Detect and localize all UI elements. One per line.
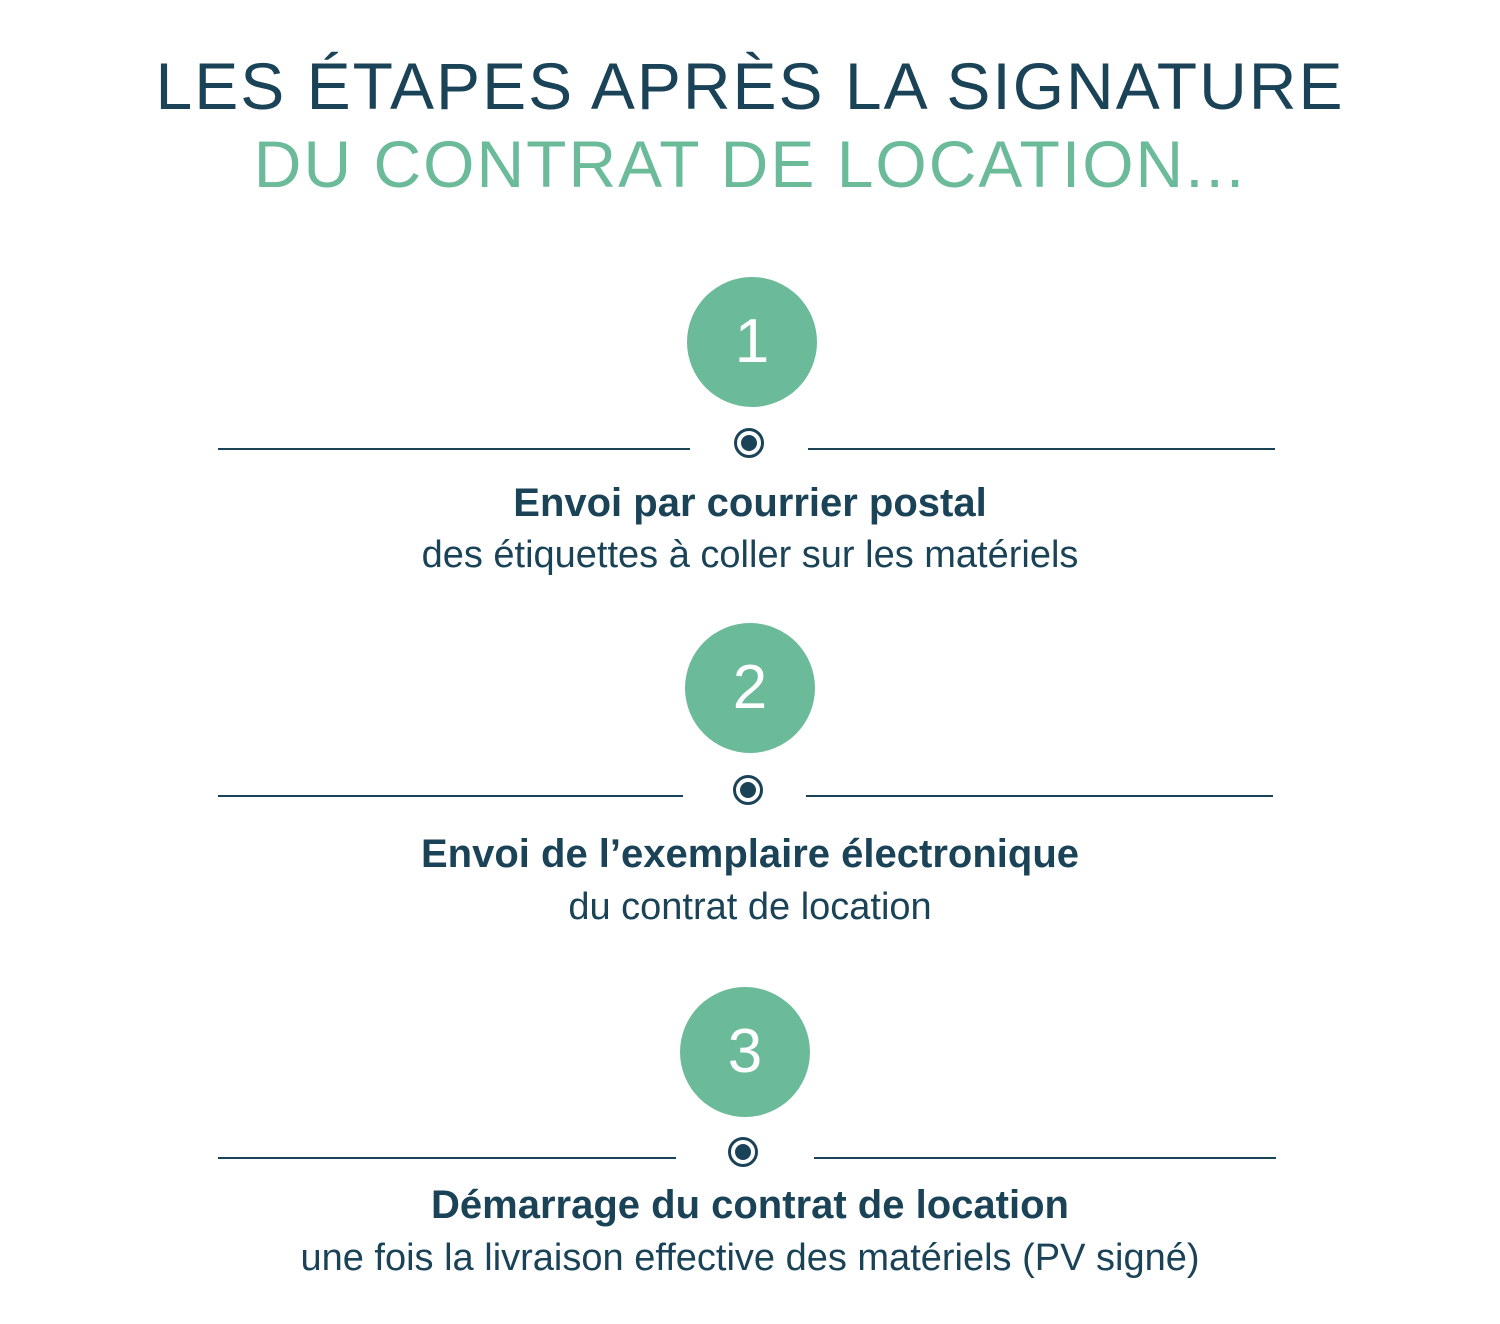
step-3-bullet-icon (728, 1137, 758, 1167)
step-2-divider-right (806, 795, 1273, 797)
step-3-divider-right (814, 1157, 1276, 1159)
step-2-heading: Envoi de l’exemplaire électronique (420, 832, 1079, 876)
step-3-divider-left (218, 1157, 676, 1159)
step-1-divider-left (218, 448, 690, 450)
step-2-number-circle: 2 (685, 623, 815, 753)
step-1-divider-right (808, 448, 1275, 450)
step-1-heading: Envoi par courrier postal (513, 481, 987, 525)
step-2-bullet-icon (733, 775, 763, 805)
step-3-heading: Démarrage du contrat de location (431, 1183, 1069, 1227)
step-3-number-circle: 3 (680, 987, 810, 1117)
step-2-text: du contrat de location (568, 886, 932, 928)
title-line-2: DU CONTRAT DE LOCATION... (253, 127, 1247, 201)
title-line-1: LES ÉTAPES APRÈS LA SIGNATURE (155, 49, 1345, 123)
step-3-text: une fois la livraison effective des matériels (PV signé) (300, 1237, 1200, 1279)
step-1-bullet-icon (734, 428, 764, 458)
step-1-number-circle: 1 (687, 277, 817, 407)
step-2-divider-left (218, 795, 683, 797)
step-1-text: des étiquettes à coller sur les matériels (421, 534, 1079, 576)
